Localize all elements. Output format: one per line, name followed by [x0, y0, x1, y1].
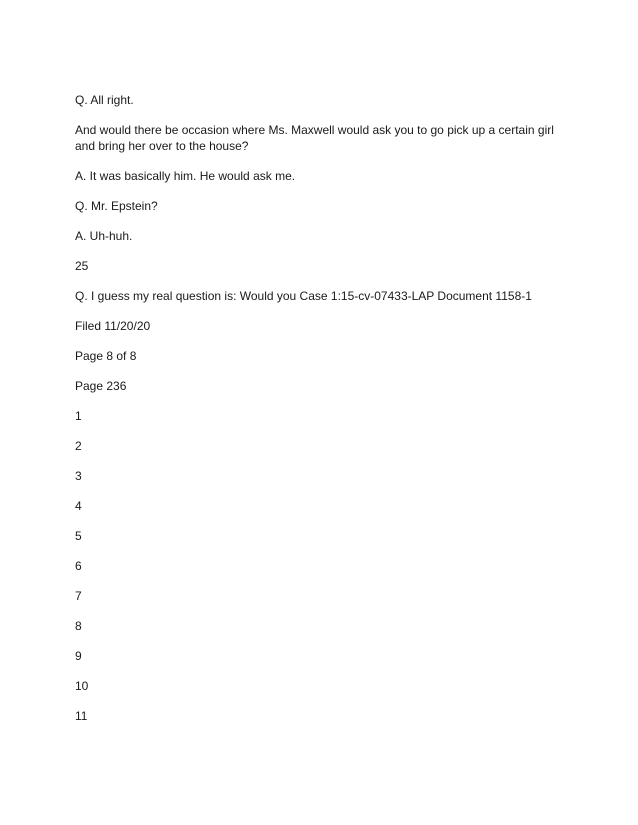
line-number: 11 [75, 709, 88, 723]
page-label: Page 236 [75, 379, 127, 393]
line-number: 8 [75, 619, 82, 633]
transcript-line: Q. All right. [75, 93, 134, 107]
line-number: 3 [75, 469, 82, 483]
line-number: 5 [75, 529, 82, 543]
transcript-line: And would there be occasion where Ms. Maxwell would ask you to go pick up a certain girl and bring her over to the house? [75, 123, 554, 153]
line-number: 9 [75, 649, 82, 663]
line-number: 4 [75, 499, 82, 513]
filed-date: Filed 11/20/20 [75, 319, 151, 333]
line-number: 1 [75, 409, 82, 423]
transcript-line: Q. I guess my real question is: Would you Case 1:15-cv-07433-LAP Document 1158-1 [75, 289, 532, 303]
transcript-line: Q. Mr. Epstein? [75, 199, 158, 213]
line-number: 2 [75, 439, 82, 453]
transcript-body [75, 92, 575, 738]
transcript-line: A. Uh-huh. [75, 229, 133, 243]
line-number: 7 [75, 589, 82, 603]
page-count: Page 8 of 8 [75, 349, 137, 363]
line-number: 6 [75, 559, 82, 573]
page-number-line: 25 [75, 259, 89, 273]
line-number: 10 [75, 679, 89, 693]
transcript-line: A. It was basically him. He would ask me. [75, 169, 296, 183]
